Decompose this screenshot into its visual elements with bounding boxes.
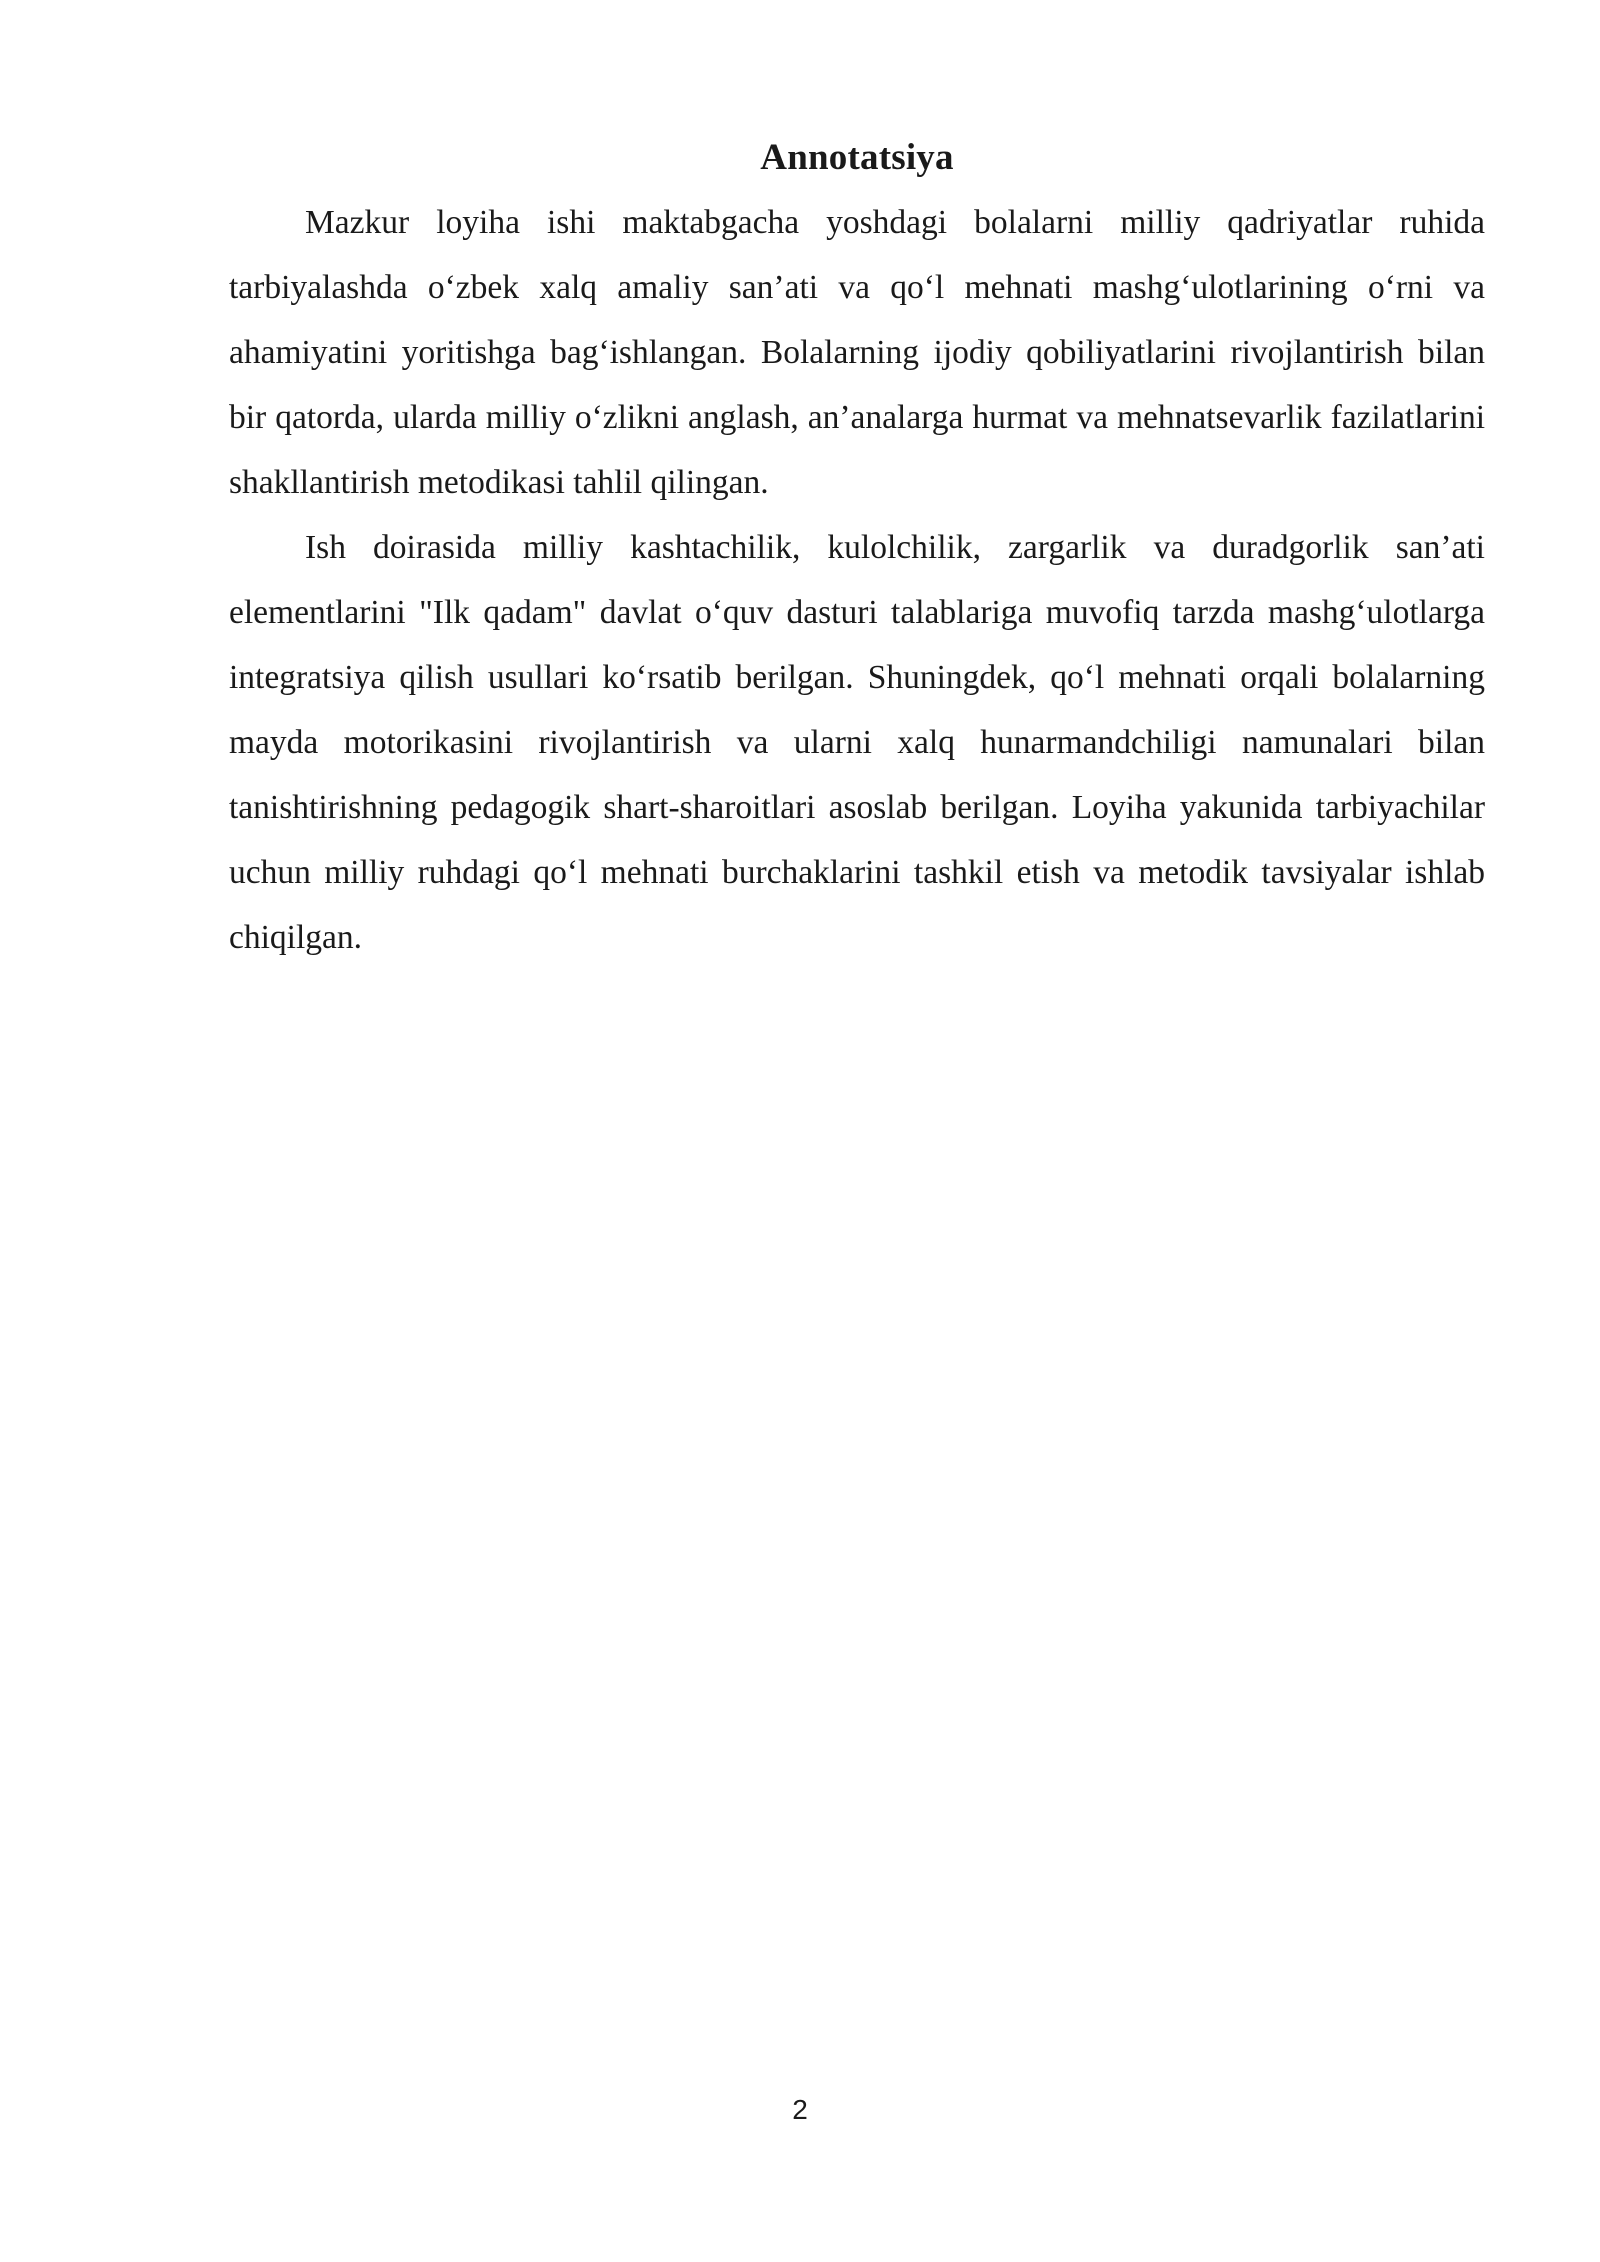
page-title: Annotatsiya (760, 137, 954, 178)
paragraph-2: Ish doirasida milliy kashtachilik, kulolchilik, zargarlik va duradgorlik san’ati elementlarini "Ilk qadam" davlat o‘quv dasturi talablariga muvofiq tarzda mashg‘ulotlarga integratsiya qilish usullari ko‘rsatib berilgan. Shuningdek, qo‘l mehnati orqali bolalarning mayda motorikasini rivojlantirish va ularni xalq hunarmandchiligi namunalari bilan tanishtirishning pedagogik shart-sharoitlari asoslab berilgan. Loyiha yakunida tarbiyachilar uchun milliy ruhdagi qo‘l mehnati burchaklarini tashkil etish va metodik tavsiyalar ishlab chiqilgan. (229, 529, 1485, 956)
page-number: 2 (792, 2094, 808, 2125)
page-content (229, 132, 1485, 970)
paragraph-1: Mazkur loyiha ishi maktabgacha yoshdagi bolalarni milliy qadriyatlar ruhida tarbiyalashda o‘zbek xalq amaliy san’ati va qo‘l mehnati mashg‘ulotlarining o‘rni va ahamiyatini yoritishga bag‘ishlangan. Bolalarning ijodiy qobiliyatlarini rivojlantirish bilan bir qatorda, ularda milliy o‘zlikni anglash, an’analarga hurmat va mehnatsevarlik fazilatlarini shakllantirish metodikasi tahlil qilingan. (229, 204, 1485, 501)
